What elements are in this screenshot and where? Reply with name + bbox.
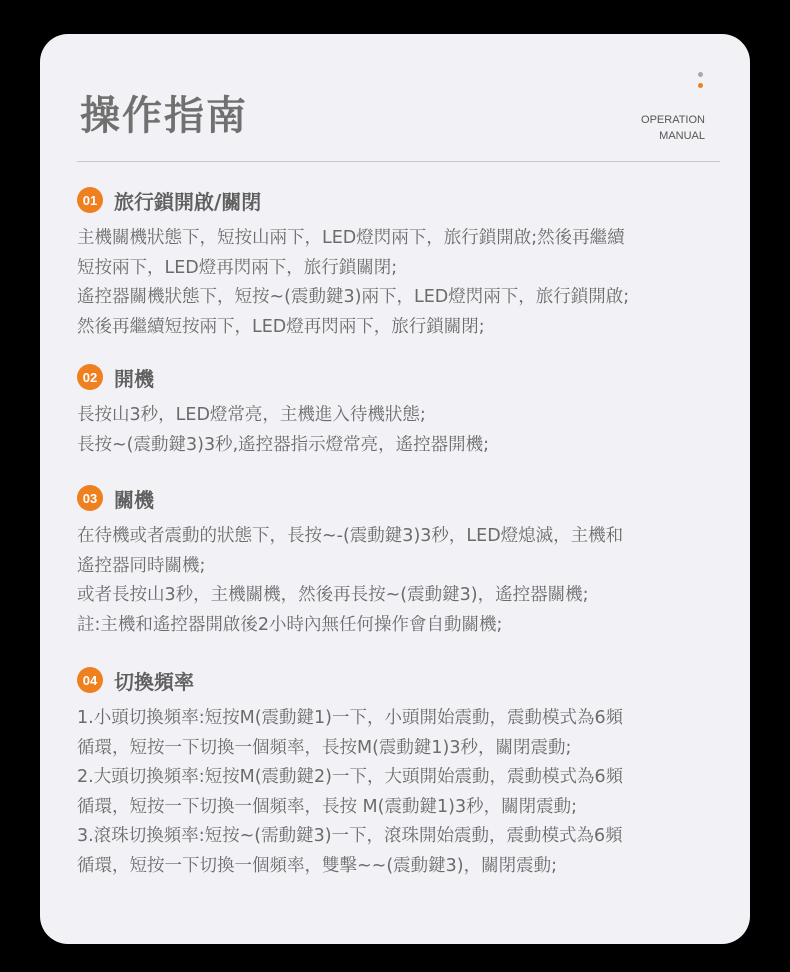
section-title: 開機 <box>114 366 154 391</box>
section-body <box>77 522 727 640</box>
body-line: 遙控器同時關機; <box>77 555 206 576</box>
section-body <box>77 401 727 460</box>
body-line: 1.小頭切換頻率:短按M(震動鍵1)一下，小頭開始震動，震動模式為6頻 <box>77 708 624 728</box>
body-line: 長按山3秒，LED燈常亮，主機進入待機狀態; <box>77 405 426 425</box>
body-line: 或者長按山3秒，主機關機，然後再長按~(震動鍵3)，遙控器關機; <box>77 585 589 605</box>
body-line: 長按~(震動鍵3)3秒,遙控器指示燈常亮，遙控器開機; <box>77 434 490 455</box>
body-line: 3.滾珠切換頻率:短按~(需動鍵3)一下，滾珠開始震動，震動模式為6頻 <box>77 826 623 846</box>
subtitle-line-2: MANUAL <box>659 130 705 142</box>
body-line: 短按兩下，LED燈再閃兩下，旅行鎖關閉; <box>77 257 398 278</box>
body-line: 主機關機狀態下，短按山兩下，LED燈閃兩下，旅行鎖開啟;然後再繼續 <box>77 228 625 248</box>
decorative-dots <box>697 72 703 94</box>
body-line: 然後再繼續短按兩下，LED燈再閃兩下，旅行鎖關閉; <box>77 316 485 337</box>
section-body <box>77 704 727 881</box>
section-header <box>77 186 727 214</box>
page-subtitle <box>641 112 705 144</box>
section-body <box>77 224 727 342</box>
section-title: 關機 <box>114 487 154 512</box>
section-power-off <box>77 484 727 640</box>
section-number-badge: 04 <box>77 667 103 693</box>
gray-dot-icon <box>698 72 703 77</box>
section-number-badge: 02 <box>77 364 103 390</box>
orange-dot-icon <box>698 83 703 88</box>
section-number-badge: 01 <box>77 187 103 213</box>
section-number-badge: 03 <box>77 485 103 511</box>
body-line: 循環，短按一下切換一個頻率，長按M(震動鍵1)3秒，關閉震動; <box>77 737 572 758</box>
subtitle-line-1: OPERATION <box>641 114 705 126</box>
section-power-on <box>77 363 727 460</box>
body-line: 遙控器關機狀態下，短按~(震動鍵3)兩下，LED燈閃兩下，旅行鎖開啟; <box>77 287 630 307</box>
section-title: 旅行鎖開啟/關閉 <box>114 189 262 214</box>
section-switch-frequency <box>77 666 727 881</box>
body-line: 在待機或者震動的狀態下，長按~-(震動鍵3)3秒，LED燈熄滅，主機和 <box>77 526 624 546</box>
section-header <box>77 666 727 694</box>
manual-card <box>40 34 750 944</box>
section-travel-lock <box>77 186 727 342</box>
page-title: 操作指南 <box>80 93 248 139</box>
body-line: 循環，短按一下切換一個頻率，雙擊~~(震動鍵3)，關閉震動; <box>77 855 558 876</box>
body-line: 2.大頭切換頻率:短按M(震動鍵2)一下，大頭開始震動，震動模式為6頻 <box>77 767 624 787</box>
section-title: 切換頻率 <box>114 669 194 694</box>
body-line: 註:主機和遙控器開啟後2小時內無任何操作會自動關機; <box>77 614 503 635</box>
section-header <box>77 363 727 391</box>
section-header <box>77 484 727 512</box>
body-line: 循環，短按一下切換一個頻率，長按 M(震動鍵1)3秒，關閉震動; <box>77 796 577 817</box>
header-divider <box>77 161 720 162</box>
